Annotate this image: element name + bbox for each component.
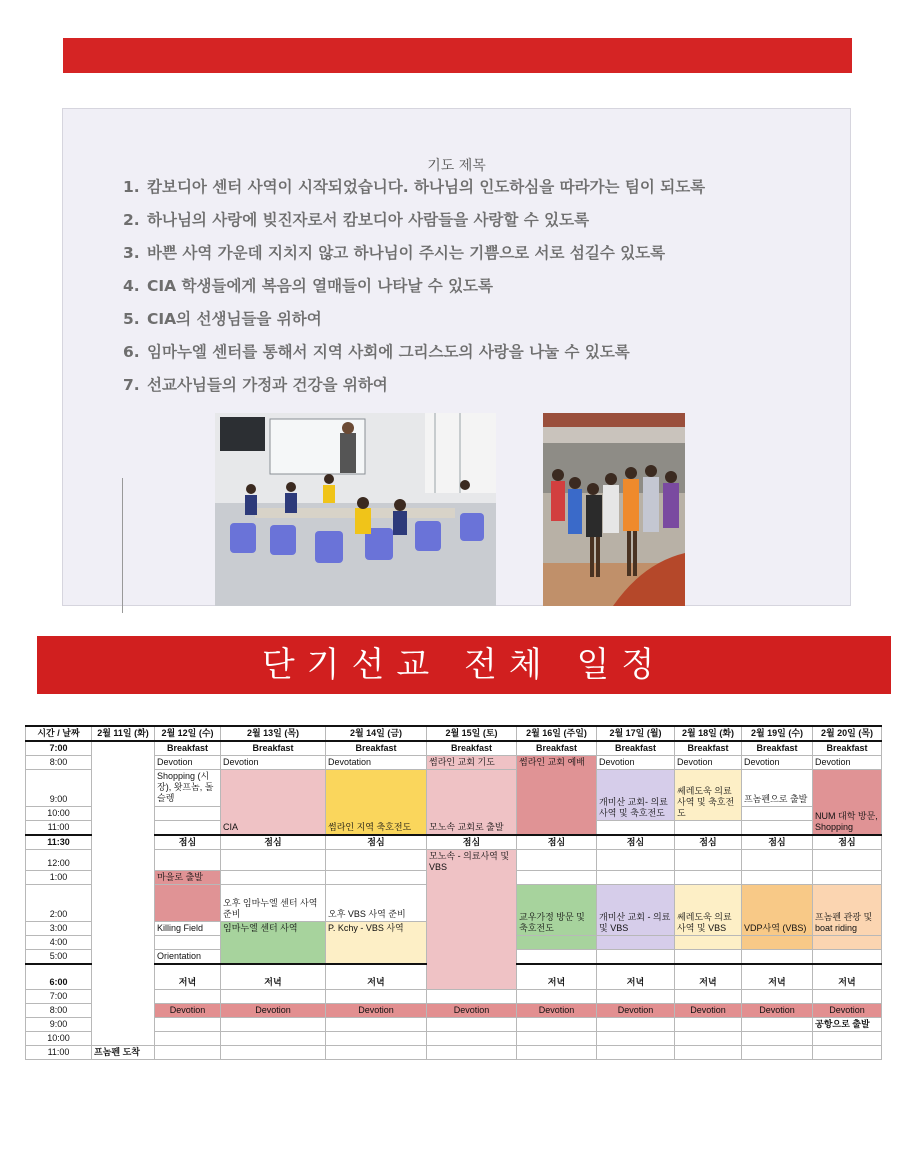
empty-cell [517, 850, 597, 871]
activity-cell: 프놈펜 관광 및 boat riding [813, 885, 882, 936]
devotion-cell: Devotion [675, 1004, 742, 1018]
children-photo-illustration [543, 413, 685, 606]
lunch-cell: 점심 [675, 835, 742, 850]
prayer-item-text: 선교사님들의 가정과 건강을 위하여 [147, 376, 388, 394]
empty-cell [742, 950, 813, 965]
empty-cell [155, 807, 221, 821]
empty-cell [813, 871, 882, 885]
activity-cell: 개미산 교회- 의료사역 및 축호전도 [597, 770, 675, 821]
activity-cell: 공항으로 출발 [813, 1018, 882, 1032]
prayer-item [123, 373, 705, 406]
empty-cell [675, 1018, 742, 1032]
table-row [26, 1004, 882, 1018]
prayer-item-number: 2. [123, 211, 140, 229]
empty-cell [675, 936, 742, 950]
devotion-cell: Devotion [813, 756, 882, 770]
lunch-cell: 점심 [517, 835, 597, 850]
dinner-cell: 저녁 [742, 964, 813, 990]
empty-cell [427, 1032, 517, 1046]
table-row [26, 835, 882, 850]
empty-cell [427, 1018, 517, 1032]
activity-cell: P. Kchy - VBS 사역 [326, 922, 427, 965]
prayer-item-text: CIA 학생들에게 복음의 열매들이 나타날 수 있도록 [147, 277, 494, 295]
activity-cell: CIA [221, 770, 326, 836]
empty-cell [155, 990, 221, 1004]
divider-line [122, 478, 123, 613]
empty-cell [742, 871, 813, 885]
prayer-item-text: 임마누엘 센터를 통해서 지역 사회에 그리스도의 사랑을 나눌 수 있도록 [147, 343, 630, 361]
activity-cell: 프놈펜 도착 [92, 1046, 155, 1060]
table-row [26, 1046, 882, 1060]
schedule-header-row [26, 726, 882, 741]
prayer-item-text: 하나님의 사랑에 빚진자로서 캄보디아 사람들을 사랑할 수 있도록 [147, 211, 590, 229]
dinner-cell: 저녁 [155, 964, 221, 990]
empty-cell [813, 990, 882, 1004]
empty-cell [155, 936, 221, 950]
activity-cell: Orientation [155, 950, 221, 965]
dinner-cell: 저녁 [675, 964, 742, 990]
empty-cell [742, 990, 813, 1004]
dinner-cell: 저녁 [597, 964, 675, 990]
time-cell: 2:00 [26, 885, 92, 922]
devotion-cell: Devotion [155, 756, 221, 770]
activity-cell: 썸라인 지역 축호전도 [326, 770, 427, 836]
empty-cell [675, 1046, 742, 1060]
empty-cell [155, 821, 221, 836]
header-cell: 2월 11일 (화) [92, 726, 155, 741]
prayer-item-number: 1. [123, 178, 140, 196]
empty-cell [597, 990, 675, 1004]
breakfast-cell: Breakfast [813, 741, 882, 756]
time-cell: 11:00 [26, 1046, 92, 1060]
prayer-item [123, 340, 705, 373]
lunch-cell: 점심 [813, 835, 882, 850]
time-cell: 12:00 [26, 850, 92, 871]
time-cell: 4:00 [26, 936, 92, 950]
dinner-cell: 저녁 [517, 964, 597, 990]
empty-cell [675, 850, 742, 871]
empty-cell [221, 1018, 326, 1032]
empty-cell [597, 850, 675, 871]
breakfast-cell: Breakfast [155, 741, 221, 756]
breakfast-cell: Breakfast [517, 741, 597, 756]
prayer-item-number: 6. [123, 343, 140, 361]
empty-cell [326, 990, 427, 1004]
empty-cell [742, 807, 813, 821]
empty-cell [427, 1046, 517, 1060]
lunch-cell: 점심 [597, 835, 675, 850]
prayer-heading: 기도 제목 [427, 158, 486, 174]
activity-cell: NUM 대학 방문, Shopping [813, 770, 882, 836]
header-cell: 2월 15일 (토) [427, 726, 517, 741]
empty-cell [742, 936, 813, 950]
empty-cell [597, 1018, 675, 1032]
header-cell: 2월 13일 (목) [221, 726, 326, 741]
empty-cell [742, 1032, 813, 1046]
header-cell: 2월 19일 (수) [742, 726, 813, 741]
time-cell: 9:00 [26, 1018, 92, 1032]
time-cell: 10:00 [26, 807, 92, 821]
empty-cell [155, 850, 221, 871]
table-row [26, 1018, 882, 1032]
prayer-item-number: 4. [123, 277, 140, 295]
prayer-item-number: 5. [123, 310, 140, 328]
prayer-item [123, 208, 705, 241]
empty-cell [597, 871, 675, 885]
header-cell: 2월 14일 (금) [326, 726, 427, 741]
prayer-item-number: 7. [123, 376, 140, 394]
empty-cell [326, 1018, 427, 1032]
empty-cell [597, 1046, 675, 1060]
empty-cell [427, 990, 517, 1004]
empty-cell [221, 1032, 326, 1046]
prayer-item [123, 175, 705, 208]
empty-cell [597, 1032, 675, 1046]
empty-cell [326, 1046, 427, 1060]
empty-cell [155, 1046, 221, 1060]
empty-cell [597, 936, 675, 950]
time-cell: 7:00 [26, 741, 92, 756]
breakfast-cell: Breakfast [675, 741, 742, 756]
header-cell: 2월 20일 (목) [813, 726, 882, 741]
prayer-list [123, 175, 705, 406]
children-photo [543, 413, 685, 606]
empty-cell [326, 871, 427, 885]
activity-cell: 썸라인 교회 예배 [517, 756, 597, 836]
activity-cell: 모노속 교회로 출발 [427, 770, 517, 836]
header-cell: 시간 / 날짜 [26, 726, 92, 741]
top-red-bar [63, 38, 852, 73]
empty-cell [742, 1018, 813, 1032]
time-cell: 7:00 [26, 990, 92, 1004]
prayer-item [123, 307, 705, 340]
empty-cell [517, 1046, 597, 1060]
empty-cell [221, 1046, 326, 1060]
header-cell: 2월 17일 (월) [597, 726, 675, 741]
empty-cell [517, 990, 597, 1004]
empty-cell [221, 850, 326, 871]
empty-cell [517, 936, 597, 950]
prayer-item-text: 캄보디아 센터 사역이 시작되었습니다. 하나님의 인도하심을 따라가는 팀이 되도록 [147, 178, 706, 196]
empty-cell [813, 850, 882, 871]
empty-cell [221, 871, 326, 885]
empty-cell [517, 1032, 597, 1046]
time-cell: 11:30 [26, 835, 92, 850]
activity-cell: 쎄레도욱 의료 사역 및 축호전도 [675, 770, 742, 821]
prayer-item-number: 3. [123, 244, 140, 262]
devotion-cell: Devotion [597, 1004, 675, 1018]
activity-cell: 썸라인 교회 기도 [427, 756, 517, 770]
activity-cell: 개미산 교회 - 의료 및 VBS [597, 885, 675, 936]
table-row [26, 990, 882, 1004]
breakfast-cell: Breakfast [221, 741, 326, 756]
lunch-cell: 점심 [221, 835, 326, 850]
empty-cell [675, 990, 742, 1004]
empty-cell [517, 950, 597, 965]
dinner-cell: 저녁 [813, 964, 882, 990]
classroom-photo-illustration [215, 413, 496, 606]
dinner-cell: 저녁 [326, 964, 427, 990]
activity-cell: Shopping (시장), 왓프놈, 돌슬렝 [155, 770, 221, 807]
prayer-item-text: CIA의 선생님들을 위하여 [147, 310, 322, 328]
time-cell: 6:00 [26, 964, 92, 990]
table-row [26, 756, 882, 770]
empty-cell [155, 1018, 221, 1032]
empty-cell [326, 850, 427, 871]
lunch-cell: 점심 [155, 835, 221, 850]
devotion-cell: Devotion [427, 1004, 517, 1018]
activity-cell: 임마누엘 센터 사역 [221, 922, 326, 965]
schedule-table [25, 725, 882, 1060]
devotion-cell: Devotation [326, 756, 427, 770]
activity-cell: 프놈펜으로 출발 [742, 770, 813, 807]
lunch-cell: 점심 [427, 835, 517, 850]
time-cell: 5:00 [26, 950, 92, 965]
empty-cell [813, 936, 882, 950]
empty-cell [597, 821, 675, 836]
prayer-item [123, 241, 705, 274]
header-cell: 2월 16일 (주일) [517, 726, 597, 741]
empty-cell [742, 850, 813, 871]
prayer-item [123, 274, 705, 307]
devotion-cell: Devotion [326, 1004, 427, 1018]
lunch-cell: 점심 [742, 835, 813, 850]
schedule-banner: 단기선교 전체 일정 [37, 636, 891, 694]
empty-cell [813, 950, 882, 965]
empty-cell [675, 1032, 742, 1046]
devotion-cell: Devotion [597, 756, 675, 770]
devotion-cell: Devotion [742, 1004, 813, 1018]
time-cell: 1:00 [26, 871, 92, 885]
classroom-photo [215, 413, 496, 606]
breakfast-cell: Breakfast [597, 741, 675, 756]
breakfast-cell: Breakfast [326, 741, 427, 756]
lunch-cell: 점심 [326, 835, 427, 850]
table-row [26, 1032, 882, 1046]
activity-cell: 쎄레도욱 의료 사역 및 VBS [675, 885, 742, 936]
empty-cell [155, 885, 221, 922]
activity-cell: 모노속 - 의료사역 및 VBS [427, 850, 517, 990]
devotion-cell: Devotion [517, 1004, 597, 1018]
empty-cell [221, 990, 326, 1004]
devotion-cell: Devotion [221, 756, 326, 770]
devotion-cell: Devotion [675, 756, 742, 770]
empty-cell [517, 1018, 597, 1032]
empty-cell [742, 821, 813, 836]
devotion-cell: Devotion [221, 1004, 326, 1018]
empty-cell [597, 950, 675, 965]
empty-cell [675, 871, 742, 885]
activity-cell: 교우가정 방문 및 축호전도 [517, 885, 597, 936]
table-row [26, 741, 882, 756]
time-cell: 9:00 [26, 770, 92, 807]
empty-cell [155, 1032, 221, 1046]
activity-cell: 마을로 출발 [155, 871, 221, 885]
devotion-cell: Devotion [742, 756, 813, 770]
table-row [26, 770, 882, 807]
empty-cell [675, 950, 742, 965]
header-cell: 2월 12일 (수) [155, 726, 221, 741]
empty-cell [326, 1032, 427, 1046]
time-cell: 8:00 [26, 756, 92, 770]
time-cell: 8:00 [26, 1004, 92, 1018]
breakfast-cell: Breakfast [742, 741, 813, 756]
devotion-cell: Devotion [155, 1004, 221, 1018]
header-cell: 2월 18일 (화) [675, 726, 742, 741]
activity-cell: 오후 VBS 사역 준비 [326, 885, 427, 922]
activity-cell: Killing Field [155, 922, 221, 936]
activity-cell: 오후 임마누엘 센터 사역 준비 [221, 885, 326, 922]
table-row [26, 850, 882, 871]
day-cell [92, 741, 155, 1046]
time-cell: 11:00 [26, 821, 92, 836]
time-cell: 10:00 [26, 1032, 92, 1046]
empty-cell [813, 1046, 882, 1060]
breakfast-cell: Breakfast [427, 741, 517, 756]
activity-cell: VDP사역 (VBS) [742, 885, 813, 936]
empty-cell [742, 1046, 813, 1060]
dinner-cell: 저녁 [221, 964, 326, 990]
time-cell: 3:00 [26, 922, 92, 936]
empty-cell [517, 871, 597, 885]
devotion-cell: Devotion [813, 1004, 882, 1018]
empty-cell [813, 1032, 882, 1046]
empty-cell [675, 821, 742, 836]
prayer-item-text: 바쁜 사역 가운데 지치지 않고 하나님이 주시는 기쁨으로 서로 섬길수 있도록 [147, 244, 666, 262]
